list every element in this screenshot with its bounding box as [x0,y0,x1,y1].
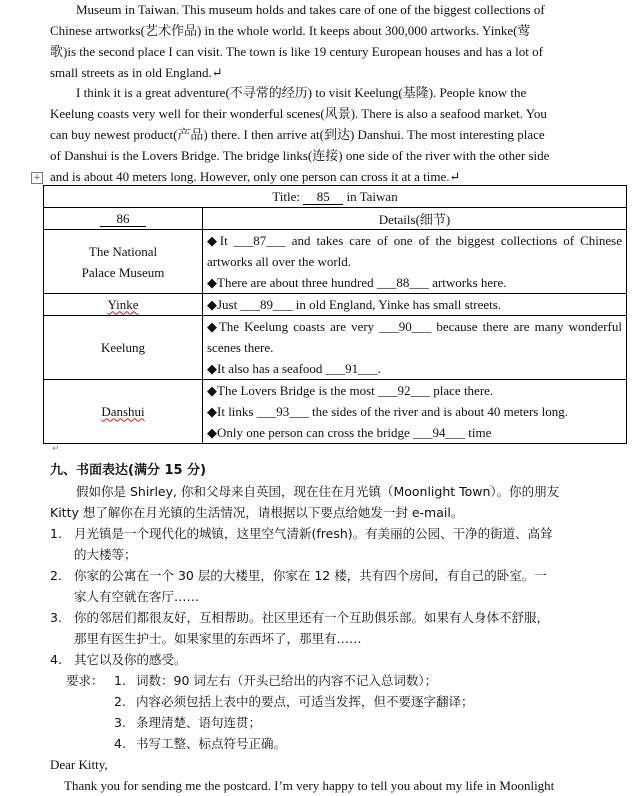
details-cell [203,316,627,380]
point-text: 你的邻居们都很友好，互相帮助。社区里还有一个互助俱乐部。如果有人身体不舒服， [74,610,550,625]
writing-point [50,565,610,607]
detail-item: ◆The Lovers Bridge is the most ___92___ place there. [207,383,494,398]
detail-item: ◆Just ___89___ in old England, Yinke has small streets. [207,297,502,312]
writing-section-title: 九、书面表达(满分 15 分) [50,463,207,478]
point-text: 你家的公寓在一个 30 层的大楼里，你家在 12 楼，共有四个房间，有自己的卧室。一 [74,568,547,583]
requirement-text: 词数：90 词左右（开头已给出的内容不记入总词数）； [136,673,438,688]
requirement-number: 4. [114,736,126,751]
header-details-label: Details(细节) [378,212,451,227]
requirement-text: 条理清楚、语句连贯； [136,715,262,730]
writing-intro-line: Kitty 想了解你在月光镇的生活情况，请根据以下要点给她发一封 e-mail。 [50,505,464,520]
point-text: 其它以及你的感受。 [74,652,187,667]
table-move-handle-icon[interactable]: + [31,172,43,184]
requirements-label: 要求： [66,673,104,688]
table-title-prefix: Title: [272,188,300,204]
place-cell [44,230,203,294]
writing-point [50,607,610,649]
letter-body-line: Thank you for sending me the postcard. I’m very happy to tell you about my life in Moonlight [64,778,555,793]
place-name: The National [88,243,158,259]
details-cell [203,380,627,444]
place-name: Danshui [101,403,145,419]
place-cell [44,380,203,444]
paragraph-mark-icon: ↵ [52,444,60,454]
place-cell [44,316,203,380]
passage-line: small streets as in old England.↵ [50,65,223,80]
point-text: 那里有医生护士。如果家里的东西坏了，那里有…… [74,631,362,646]
point-number: 3. [50,610,62,625]
passage-line: and is about 40 meters long. However, only one person can cross it at a time.↵ [50,169,461,184]
requirement-number: 1. [114,673,126,688]
blank-86: 86 [100,211,146,227]
place-cell [44,294,203,316]
header-left-cell [44,208,203,230]
point-number: 1. [50,526,62,541]
details-cell [203,294,627,316]
passage-line: can buy newest product(产品) there. I then arrive at(到达) Danshui. The most interesting place [50,127,545,142]
table-title-suffix: in Taiwan [346,188,398,204]
info-table [43,185,627,444]
detail-item: ◆There are about three hundred ___88___ artworks here. [207,275,507,290]
passage-line: of Danshui is the Lovers Bridge. The bridge links(连接) one side of the river with the other side [50,148,550,163]
requirement-line [114,733,286,754]
writing-point [50,649,610,670]
writing-point [50,523,610,565]
passage-line: Museum in Taiwan. This museum holds and takes care of one of the biggest collections of [76,2,545,17]
point-text: 月光镇是一个现代化的城镇，这里空气清新(fresh)。有美丽的公园、干净的街道、高耸 [74,526,553,541]
blank-85: 85 [303,189,343,205]
requirement-number: 2. [114,694,126,709]
passage-line: Keelung coasts very well for their wonderful scenes(风景). There is also a seafood market. You [50,106,547,121]
detail-item: ◆Only one person can cross the bridge ___94___ time [207,425,492,440]
table-title-cell [44,186,627,208]
passage-line: Chinese artworks(艺术作品) in the whole world. It keeps about 300,000 artworks. Yinke(莺 [50,23,531,38]
passage-line: 歌)is the second place I can visit. The town is like 19 century European houses and has a lot of [50,44,543,59]
point-number: 2. [50,568,62,583]
point-number: 4. [50,652,62,667]
writing-intro-line: 假如你是 Shirley, 你和父母来自英国，现在住在月光镇（Moonlight Town）。你的朋友 [76,484,560,499]
detail-item: ◆It ___87___ and takes care of one of the biggest collections of Chinese artworks all over the world. [207,233,622,269]
passage-line: I think it is a great adventure(不寻常的经历) to visit Keelung(基隆). People know the [76,85,527,100]
detail-item: ◆The Keelung coasts are very ___90___ because there are many wonderful scenes there. [207,319,622,355]
letter-anchor [50,727,51,728]
point-text: 的大楼等； [74,547,137,562]
detail-item: ◆It also has a seafood ___91___. [207,361,381,376]
header-details-cell [203,208,627,230]
letter-greeting: Dear Kitty, [50,757,108,772]
passage-paragraph-1 [50,0,598,83]
place-name: Keelung [100,339,146,355]
place-name: Yinke [107,296,139,312]
requirement-line [66,670,437,691]
passage-paragraph-2 [50,82,598,187]
requirement-line [114,712,261,733]
requirement-text: 书写工整、标点符号正确。 [136,736,287,751]
detail-item: ◆It links ___93___ the sides of the river and is about 40 meters long. [207,404,568,419]
details-cell [203,230,627,294]
requirement-number: 3. [114,715,126,730]
place-name: Palace Museum [81,264,165,280]
point-text: 家人有空就在客厅…… [74,589,200,604]
requirement-text: 内容必须包括上表中的要点，可适当发挥，但不要逐字翻译； [136,694,474,709]
requirement-line [114,691,474,712]
